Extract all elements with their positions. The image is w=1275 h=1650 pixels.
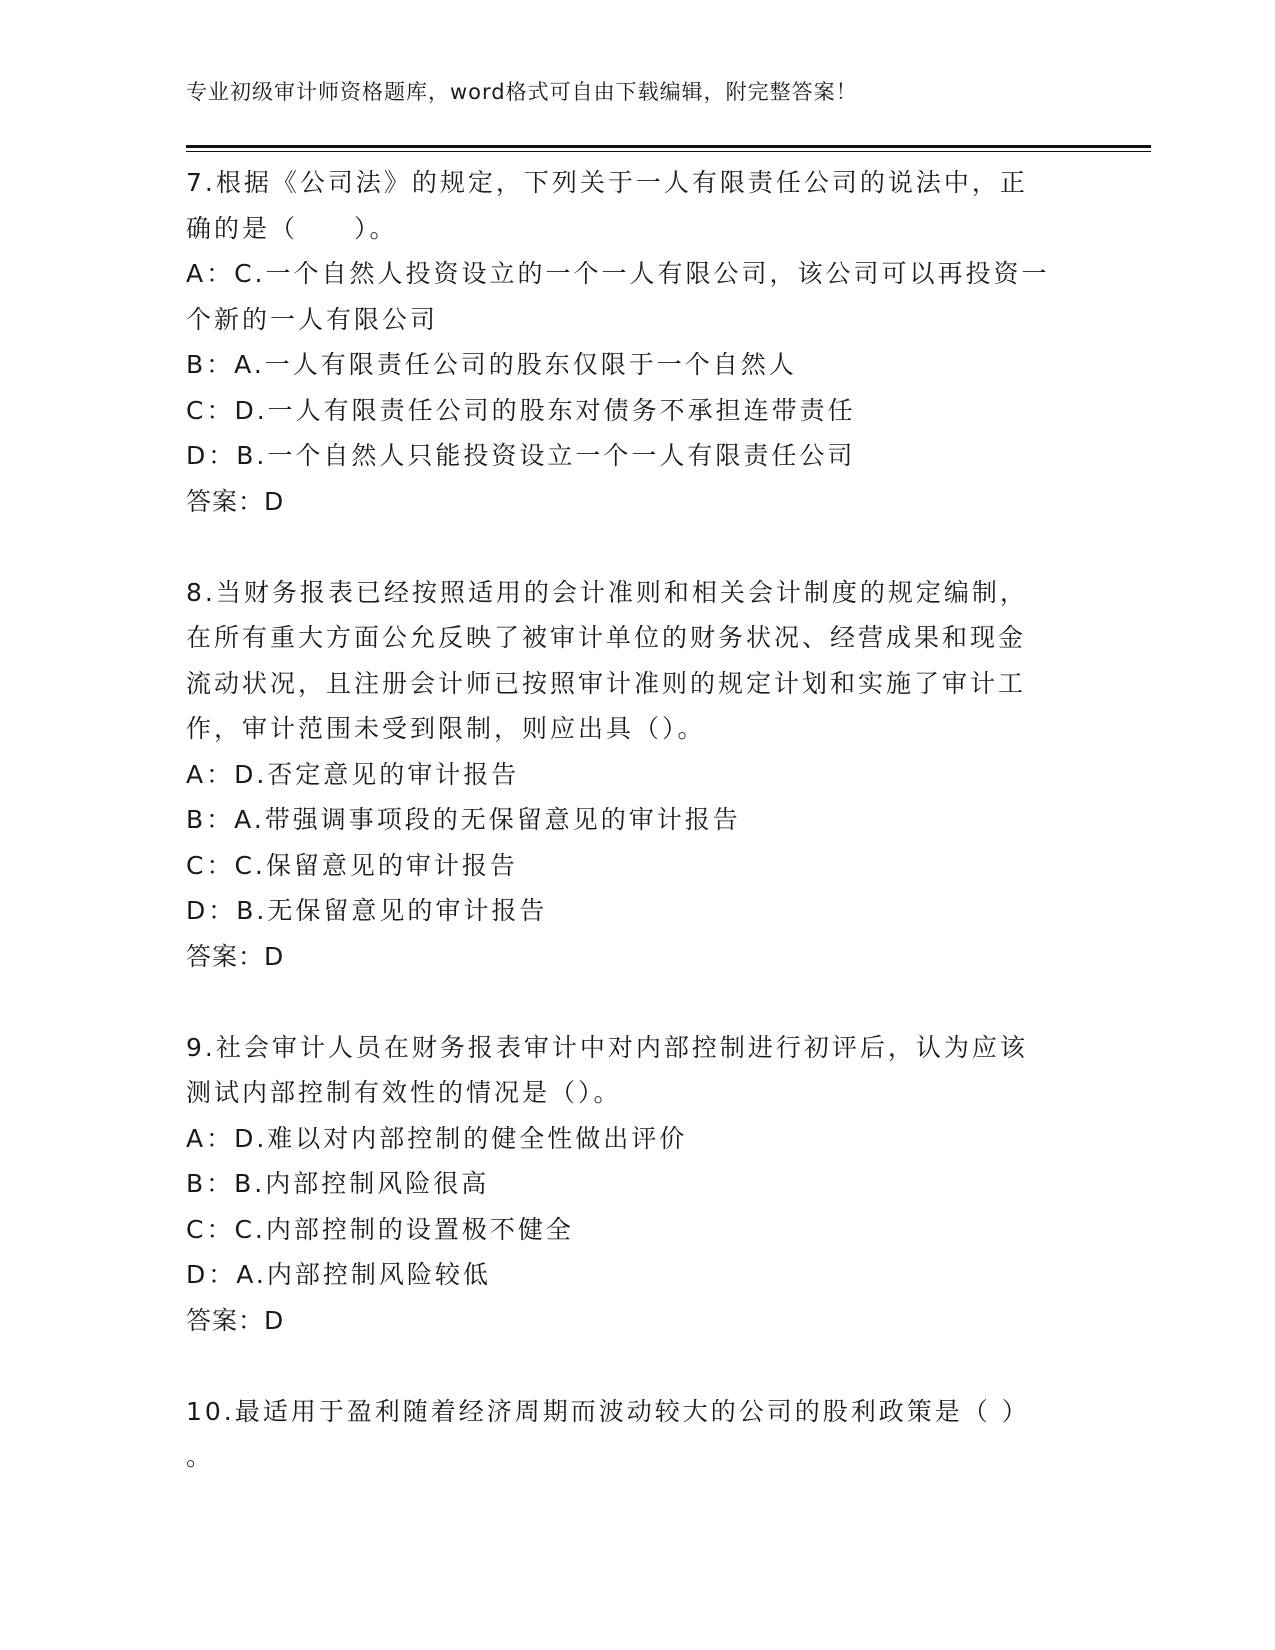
question-9 <box>186 1025 1066 1344</box>
option-c: C：C.保留意见的审计报告 <box>186 850 518 880</box>
question-stem-line: 确的是（ ）。 <box>186 213 398 243</box>
question-stem-line: 8.当财务报表已经按照适用的会计准则和相关会计制度的规定编制， <box>186 577 1028 607</box>
option-d: D：B.无保留意见的审计报告 <box>186 896 548 925</box>
question-stem-line: 作，审计范围未受到限制，则应出具（）。 <box>186 714 706 743</box>
question-spacer <box>186 1343 1066 1389</box>
option-c: C：D.一人有限责任公司的股东对债务不承担连带责任 <box>186 395 856 425</box>
question-stem-line: 在所有重大方面公允反映了被审计单位的财务状况、经营成果和现金 <box>186 623 1027 652</box>
question-10 <box>186 1389 1066 1480</box>
question-stem-line: 7.根据《公司法》的规定，下列关于一人有限责任公司的说法中，正 <box>186 168 1028 197</box>
question-stem-line: 测试内部控制有效性的情况是（）。 <box>186 1078 622 1107</box>
option-b: B：A.一人有限责任公司的股东仅限于一个自然人 <box>186 350 797 379</box>
option-a-continued: 个新的一人有限公司 <box>186 304 439 334</box>
option-a: A：D.否定意见的审计报告 <box>186 759 520 789</box>
option-b: B：B.内部控制风险很高 <box>186 1169 490 1198</box>
option-c: C：C.内部控制的设置极不健全 <box>186 1214 574 1244</box>
question-7 <box>186 160 1066 524</box>
header-rule-thick <box>186 145 1151 148</box>
option-a: A：C.一个自然人投资设立的一个一人有限公司，该公司可以再投资一 <box>186 259 1050 288</box>
answer-line: 答案：D <box>186 486 285 516</box>
answer-line: 答案：D <box>186 1305 285 1335</box>
question-spacer <box>186 979 1066 1025</box>
question-spacer <box>186 524 1066 570</box>
option-b: B：A.带强调事项段的无保留意见的审计报告 <box>186 805 741 834</box>
question-stem-line: 9.社会审计人员在财务报表审计中对内部控制进行初评后，认为应该 <box>186 1032 1028 1062</box>
question-stem-line: 10.最适用于盈利随着经济周期而波动较大的公司的股利政策是（ ） <box>186 1396 1030 1426</box>
option-d: D：B.一个自然人只能投资设立一个一人有限责任公司 <box>186 441 856 470</box>
document-header: 专业初级审计师资格题库，word格式可自由下载编辑，附完整答案！ <box>186 80 858 104</box>
answer-line: 答案：D <box>186 941 285 971</box>
question-stem-line: 。 <box>186 1442 215 1471</box>
question-list <box>186 160 1066 1480</box>
question-stem-line: 流动状况，且注册会计师已按照审计准则的规定计划和实施了审计工 <box>186 668 1027 698</box>
header-rule-thin <box>186 151 1151 152</box>
option-a: A：D.难以对内部控制的健全性做出评价 <box>186 1123 688 1153</box>
question-8 <box>186 570 1066 980</box>
option-d: D：A.内部控制风险较低 <box>186 1260 491 1289</box>
